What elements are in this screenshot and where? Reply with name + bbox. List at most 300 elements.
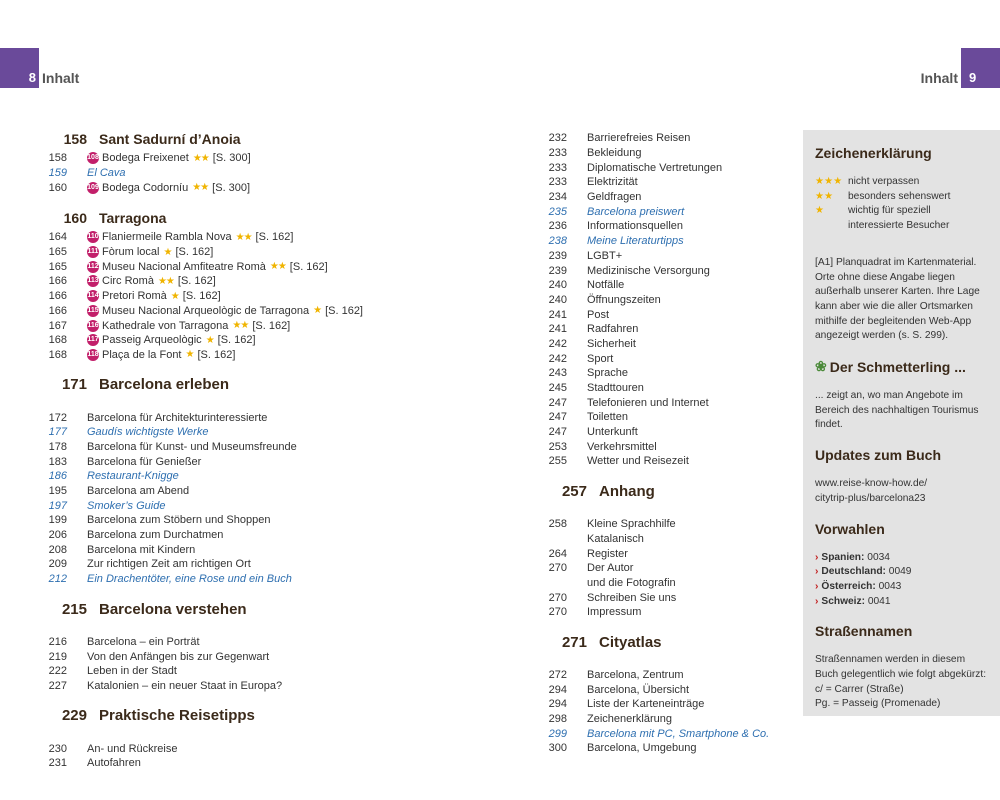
entry-page-number: 186 [48,470,67,483]
toc-entry[interactable] [535,190,780,205]
toc-entry[interactable] [535,307,780,322]
entry-page-number: 158 [48,152,67,165]
entry-page-number: 243 [548,367,567,380]
entry-title-wrap [87,514,270,526]
running-header-right: Inhalt [920,70,958,86]
page-reference: [S. 162] [289,260,328,273]
entry-page-number: 197 [48,499,67,512]
entry-title: Von den Anfängen bis zur Gegenwart [87,650,270,663]
entry-title: Sprache [587,367,628,380]
toc-entry[interactable] [35,304,365,319]
toc-entry[interactable] [35,425,365,440]
entry-title: Geldfragen [587,191,642,204]
toc-entry[interactable] [535,249,780,264]
entry-title-wrap [587,382,644,394]
sight-number-badge: 116 [87,320,99,332]
entry-title-wrap [587,562,633,574]
entry-title-wrap [587,132,690,144]
toc-entry[interactable] [535,337,780,352]
toc-entry[interactable] [535,605,780,620]
sight-number-badge: 109 [87,182,99,194]
spacer [35,362,365,376]
entry-title-wrap [87,757,141,769]
entry-title-wrap [587,518,676,530]
toc-entry[interactable] [35,348,365,363]
entry-title-wrap [587,176,638,188]
toc-entry[interactable] [535,712,780,727]
street-abbr-carrer: c/ = Carrer (Straße) [815,683,904,695]
entry-page-number: 298 [548,713,567,726]
section-title: Cityatlas [599,633,662,651]
entry-title: Museu Nacional Arqueològic de Tarragona [102,304,310,317]
entry-title: Sport [587,352,614,365]
entry-title-wrap [587,548,628,560]
toc-entry[interactable] [535,234,780,249]
toc-entry[interactable] [35,498,365,513]
entry-page-number: 264 [548,547,567,560]
entry-title: Radfahren [587,323,639,336]
dial-codes-title: Vorwahlen [815,520,885,537]
grid-reference-explanation: [A1] Planquadrat im Kartenmaterial. Orte ohne diese Angabe liegen außerhalb unserer Karten. Ihre Lage kann aber wie die aller Ortsmarken mithilfe der begleitenden Web-App angezeigt werden (s. S. 299). [815,256,980,342]
toc-entry[interactable] [35,664,365,679]
butterfly-heading: ❀ Der Schmetterling ... [815,358,966,375]
entry-page-number: 255 [548,455,567,468]
legend-row: ★ wichtig für speziell [815,204,988,219]
toc-entry[interactable] [535,682,780,697]
entry-page-number: 227 [48,679,67,692]
toc-entry[interactable] [35,454,365,469]
toc-entry[interactable] [535,741,780,756]
toc-entry[interactable] [35,180,365,195]
entry-page-number: 208 [48,543,67,556]
star-icon: ★★ [815,190,834,202]
entry-title-wrap [87,305,363,317]
entry-title: Barcelona zum Durchatmen [87,529,224,542]
dial-code-row: › Schweiz: 0041 [815,595,891,607]
toc-entry[interactable] [35,274,365,289]
toc-column-left [35,131,365,771]
entry-page-number: 241 [548,308,567,321]
section-heading[interactable] [35,601,365,623]
section-title: Barcelona erleben [99,376,230,394]
section-page-number: 158 [63,131,87,147]
entry-page-number: 299 [548,727,567,740]
entry-title: Wetter und Reisezeit [587,455,689,468]
entry-title: Barcelona preiswert [587,205,685,218]
entry-title-wrap [87,500,165,512]
chevron-right-icon: › [815,551,819,563]
spacer [535,469,780,483]
toc-entry[interactable] [35,469,365,484]
entry-title-wrap [587,220,683,232]
section-title: Sant Sadurní d’Anoia [99,131,241,147]
toc-entry[interactable] [535,395,780,410]
entry-page-number: 172 [48,411,67,424]
section-heading[interactable] [35,131,365,151]
section-page-number: 171 [61,376,87,394]
entry-title-wrap [87,485,189,497]
toc-entry[interactable] [35,259,365,274]
entry-page-number: 233 [548,176,567,189]
toc-entry[interactable] [35,410,365,425]
entry-title: Barcelona, Zentrum [587,668,684,681]
toc-entry[interactable] [535,263,780,278]
toc-entry[interactable] [535,410,780,425]
entry-title: Medizinische Versorgung [587,264,710,277]
entry-title-wrap [87,636,200,648]
page-reference: [S. 162] [175,246,214,259]
entry-title: Register [587,547,628,560]
entry-title: Verkehrsmittel [587,440,657,453]
entry-title-wrap [87,558,251,570]
page-reference: [S. 162] [255,231,294,244]
star-icon: ★★ [269,261,286,273]
entry-title: Notfälle [587,279,625,292]
entry-title: Barcelona am Abend [87,485,190,498]
entry-page-number: 253 [548,440,567,453]
toc-entry[interactable] [35,542,365,557]
section-page-number: 229 [61,707,87,725]
entry-title: El Cava [87,167,126,180]
entry-title: Gaudís wichtigste Werke [87,426,209,439]
entry-title-wrap [587,309,609,321]
star-icon: ★★★ [815,176,843,187]
toc-entry[interactable] [535,204,780,219]
page-number-tab-right [961,48,1000,88]
legend-sidebar [803,130,1000,716]
updates-url-line1[interactable]: www.reise-know-how.de/ [815,478,928,490]
entry-title-wrap [587,279,624,291]
entry-title: Kleine Sprachhilfe [587,518,676,531]
spacer [35,693,365,707]
toc-entry[interactable] [35,572,365,587]
entry-page-number: 209 [48,558,67,571]
page-number-left: 8 [28,70,36,85]
toc-entry[interactable] [535,454,780,469]
entry-title: Circ Romà [102,275,154,288]
page-reference: [S. 162] [177,275,216,288]
toc-entry[interactable] [35,245,365,260]
entry-title: An- und Rückreise [87,742,178,755]
entry-title: Ein Drachentöter, eine Rose und ein Buch [87,573,292,586]
toc-entry[interactable] [35,557,365,572]
entry-title: Flaniermeile Rambla Nova [102,231,232,244]
toc-entry[interactable] [535,322,780,337]
sight-number-badge: 115 [87,305,99,317]
toc-entry[interactable] [535,160,780,175]
entry-title: Schreiben Sie uns [587,591,677,604]
toc-entry[interactable] [535,278,780,293]
dial-code-row: › Deutschland: 0049 [815,566,912,578]
entry-title-wrap [587,265,710,277]
sight-number-badge: 110 [87,231,99,243]
entry-title-wrap [587,684,689,696]
entry-title: Post [587,308,610,321]
entry-page-number: 159 [48,167,67,180]
toc-entry[interactable] [535,726,780,741]
entry-title-wrap [587,728,769,740]
entry-title-wrap [587,162,722,174]
entry-title-wrap [587,606,641,618]
toc-entry[interactable] [35,741,365,756]
chevron-right-icon: › [815,566,819,578]
updates-title: Updates zum Buch [815,447,942,464]
entry-page-number: 236 [548,220,567,233]
toc-entry[interactable] [35,289,365,304]
entry-title-wrap [87,651,269,663]
entry-page-number: 272 [548,668,567,681]
entry-title: Informationsquellen [587,220,684,233]
toc-entry[interactable] [535,517,780,532]
entry-title: Der Autor [587,562,634,575]
toc-entry[interactable] [35,649,365,664]
toc-entry[interactable] [35,440,365,455]
section-heading[interactable] [35,707,365,729]
entry-page-number: 199 [48,514,67,527]
star-icon: ★ [170,290,179,302]
entry-title-wrap [587,206,684,218]
entry-title: Barrierefreies Reisen [587,132,691,145]
entry-page-number: 294 [548,683,567,696]
entry-title: Barcelona für Genießer [87,455,202,468]
entry-title-wrap [87,167,126,179]
entry-page-number: 167 [48,319,67,332]
spacer [535,620,780,634]
entry-title-wrap [587,669,684,681]
sight-number-badge: 118 [87,349,99,361]
entry-title-wrap [87,544,195,556]
toc-entry[interactable] [35,484,365,499]
entry-page-number: 232 [548,132,567,145]
toc-entry[interactable] [535,425,780,440]
legend-row: interessierte Besucher [848,220,950,232]
entry-page-number: 231 [48,757,67,770]
entry-title: LGBT+ [587,249,623,262]
page-reference: [S. 162] [197,348,236,361]
toc-entry[interactable] [535,146,780,161]
entry-title: Impressum [587,606,642,619]
entry-title: Pretori Romà [102,290,167,303]
entry-title: Öffnungszeiten [587,293,661,306]
entry-title: Restaurant-Knigge [87,470,179,483]
entry-title: Bodega Freixenet [102,152,189,165]
section-title: Anhang [599,482,655,500]
entry-title: Barcelona für Kunst- und Museumsfreunde [87,440,297,453]
entry-page-number: 239 [548,249,567,262]
entry-title-wrap [87,441,297,453]
toc-column-middle [535,131,780,756]
toc-entry[interactable] [535,219,780,234]
section-page-number: 271 [561,633,587,651]
star-icon: ★ [185,349,194,361]
entry-page-number: 238 [548,235,567,248]
legend-list [815,175,988,234]
toc-entry[interactable] [35,318,365,333]
sight-number-badge: 117 [87,334,99,346]
entry-page-number: 166 [48,290,67,303]
entry-title: Katalanisch [587,532,644,545]
star-icon: ★★ [192,152,209,164]
entry-title: Liste der Karteneinträge [587,698,705,711]
entry-title-wrap [87,261,328,273]
entry-title: Unterkunft [587,426,638,439]
entry-title: Meine Literaturtipps [587,235,684,248]
toc-entry[interactable] [35,230,365,245]
toc-entry[interactable] [535,366,780,381]
entry-title: Barcelona, Umgebung [587,742,697,755]
section-title: Tarragona [99,210,167,227]
entry-page-number: 206 [48,529,67,542]
entry-title-wrap [587,592,676,604]
entry-page-number: 245 [548,382,567,395]
page-reference: [S. 300] [212,181,251,194]
toc-entry[interactable] [535,576,780,591]
section-page-number: 215 [61,600,87,618]
entry-page-number: 195 [48,485,67,498]
toc-entry[interactable] [35,151,365,166]
entry-page-number: 240 [548,279,567,292]
entry-page-number: 240 [548,293,567,306]
toc-entry[interactable] [535,561,780,576]
entry-title-wrap [587,411,628,423]
toc-entry[interactable] [535,351,780,366]
entry-title-wrap [587,698,704,710]
toc-entry[interactable] [35,756,365,771]
star-icon: ★ [313,305,322,317]
toc-entry[interactable] [535,293,780,308]
section-heading[interactable] [35,210,365,230]
entry-title-wrap [87,275,216,287]
dial-code-row: › Spanien: 0034 [815,551,890,563]
street-names-title: Straßennamen [815,623,913,640]
entry-title-wrap [587,250,622,262]
butterfly-icon: ❀ [815,358,827,375]
spacer [35,623,365,635]
toc-entry[interactable] [535,697,780,712]
entry-title: Plaça de la Font [102,348,182,361]
toc-entry[interactable] [535,131,780,146]
sight-number-badge: 112 [87,261,99,273]
spacer [535,656,780,668]
entry-page-number: 219 [48,650,67,663]
entry-title: Barcelona – ein Porträt [87,635,200,648]
page-reference: [S. 300] [212,152,251,165]
star-icon: ★ [163,246,172,258]
entry-title: Kathedrale von Tarragona [102,319,229,332]
toc-entry[interactable] [535,590,780,605]
section-heading[interactable] [535,634,780,656]
star-icon: ★★ [232,320,249,332]
toc-entry[interactable] [35,166,365,181]
toc-entry[interactable] [535,532,780,547]
entry-page-number: 183 [48,455,67,468]
spacer [35,587,365,601]
section-page-number: 160 [63,210,87,227]
spacer [35,195,365,210]
section-title: Praktische Reisetipps [99,707,255,725]
entry-page-number: 247 [548,426,567,439]
entry-title-wrap [87,456,201,468]
sight-number-badge: 108 [87,152,99,164]
entry-title: Passeig Arqueològic [102,334,202,347]
entry-title-wrap [587,353,613,365]
toc-entry[interactable] [35,528,365,543]
entry-title-wrap [587,455,689,467]
entry-page-number: 247 [548,396,567,409]
entry-page-number: 230 [48,742,67,755]
entry-title: Katalonien – ein neuer Staat in Europa? [87,679,283,692]
entry-title-wrap [587,742,696,754]
entry-page-number: 242 [548,352,567,365]
entry-title-wrap [587,577,676,589]
entry-page-number: 212 [48,573,67,586]
entry-page-number: 242 [548,337,567,350]
entry-title: Barcelona für Architekturinteressierte [87,411,268,424]
star-icon: ★★ [235,231,252,243]
section-title: Barcelona verstehen [99,600,247,618]
entry-title-wrap [87,470,179,482]
entry-title: Autofahren [87,757,141,770]
updates-url-line2[interactable]: citytrip-plus/barcelona23 [815,492,926,504]
entry-title: Toiletten [587,411,628,424]
entry-page-number: 300 [548,742,567,755]
entry-title: Stadttouren [587,382,644,395]
toc-entry[interactable] [535,668,780,683]
entry-title: Diplomatische Vertretungen [587,161,723,174]
page-reference: [S. 162] [325,304,363,317]
entry-page-number: 239 [548,264,567,277]
dial-code-row: › Österreich: 0043 [815,580,902,592]
spacer [35,729,365,741]
entry-page-number: 165 [48,246,67,259]
toc-entry[interactable] [535,175,780,190]
toc-entry[interactable] [35,513,365,528]
section-heading[interactable] [35,376,365,398]
entry-title-wrap [87,320,290,332]
street-abbr-passeig: Pg. = Passeig (Promenade) [815,698,941,710]
entry-page-number: 234 [548,191,567,204]
entry-page-number: 165 [48,260,67,273]
entry-title: Museu Nacional Amfiteatre Romà [102,260,266,273]
toc-entry[interactable] [535,381,780,396]
toc-entry[interactable] [35,635,365,650]
entry-title: Sicherheit [587,337,636,350]
toc-entry[interactable] [35,679,365,694]
star-icon: ★ [815,205,825,217]
running-header-left: Inhalt [42,70,80,86]
spacer [535,505,780,517]
section-heading[interactable] [535,483,780,505]
entry-page-number: 166 [48,275,67,288]
toc-entry[interactable] [535,546,780,561]
entry-title: Barcelona, Übersicht [587,683,690,696]
entry-title-wrap [87,152,251,164]
butterfly-text: ... zeigt an, wo man Angebote im Bereich des nachhaltigen Tourismus findet. [815,390,979,431]
entry-title: Barcelona zum Stöbern und Shoppen [87,514,271,527]
entry-page-number: 233 [548,147,567,160]
toc-entry[interactable] [535,439,780,454]
page-number-tab-left [0,48,39,88]
toc-entry[interactable] [35,333,365,348]
entry-page-number: 235 [548,205,567,218]
street-names-text: Straßennamen werden in diesem Buch gelegentlich wie folgt abgekürzt: [815,654,987,681]
entry-title-wrap [87,412,267,424]
sight-number-badge: 111 [87,246,99,258]
chevron-right-icon: › [815,580,819,592]
entry-title: Smoker’s Guide [87,499,166,512]
entry-page-number: 168 [48,334,67,347]
entry-page-number: 233 [548,161,567,174]
